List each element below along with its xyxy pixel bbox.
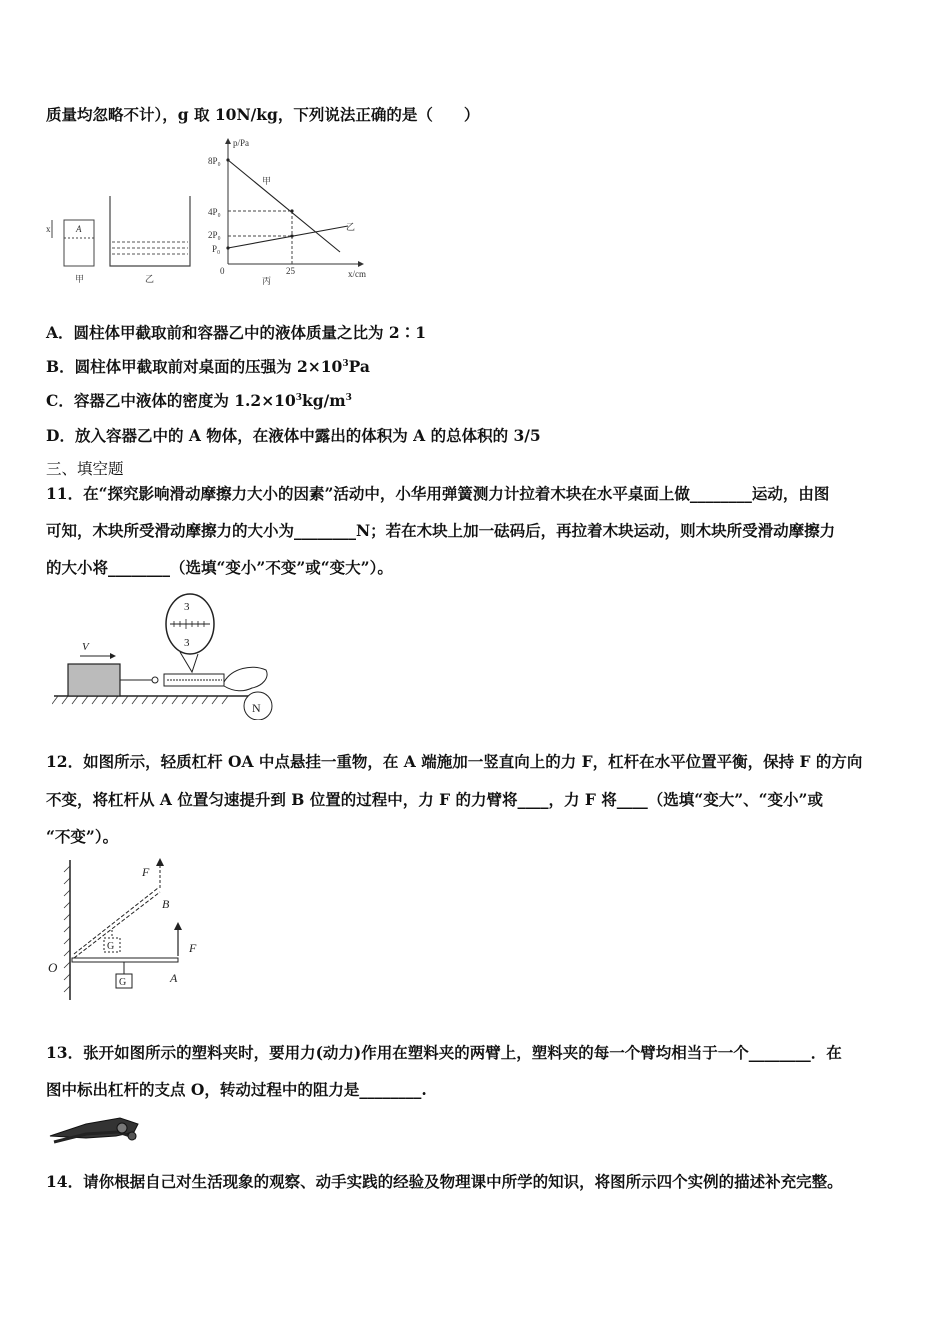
tick-2p: 2P₀ — [208, 230, 221, 240]
force-f-right-label: F — [189, 941, 197, 955]
q10-figure — [40, 132, 380, 292]
q10-intro: 质量均忽略不计），g 取 10N/kg，下列说法正确的是（ ） — [46, 105, 480, 124]
force-f-top-label: F — [142, 865, 150, 879]
q13-line2: 图中标出杠杆的支点 O，转动过程中的阻力是________. — [46, 1080, 427, 1099]
q12-line1: 12．如图所示，轻质杠杆 OA 中点悬挂一重物，在 A 端施加一竖直向上的力 F，杠杆在水平位置平衡，保持 F 的方向 — [46, 752, 863, 771]
hand — [224, 667, 267, 690]
line-yi — [228, 226, 348, 248]
q11-line2: 可知，木块所受滑动摩擦力的大小为________N；若在木块上加一砝码后，再拉着木块运动，则木块所受滑动摩擦力 — [46, 521, 836, 540]
option-b-text: B．圆柱体甲截取前对桌面的压强为 2×10 — [46, 357, 343, 376]
option-d: D．放入容器乙中的 A 物体，在液体中露出的体积为 A 的总体积的 3/5 — [46, 426, 541, 445]
option-c-exp: 3 — [295, 392, 303, 403]
q12-line3: “不变”）。 — [46, 827, 119, 846]
origin-label: 0 — [220, 266, 225, 276]
q13-figure — [46, 1108, 146, 1148]
option-b-unit: Pa — [348, 357, 370, 376]
option-a: A．圆柱体甲截取前和容器乙中的液体质量之比为 2∶1 — [46, 323, 426, 342]
wood-block — [68, 664, 120, 696]
pivot-o-label: O — [48, 960, 58, 975]
q11-figure — [52, 588, 282, 720]
option-b — [46, 355, 370, 377]
section-title: 三、填空题 — [46, 460, 124, 478]
y-axis-label: p/Pa — [233, 138, 250, 148]
q11-line1: 11．在“探究影响滑动摩擦力大小的因素”活动中，小华用弹簧测力计拉着木块在水平桌面上做________运动，由图 — [46, 484, 830, 503]
weight-g2-label: G — [119, 977, 127, 988]
label-bing: 丙 — [262, 276, 272, 286]
q11-line3: 的大小将________（选填“变小”不变”或“变大”）。 — [46, 558, 393, 577]
tick-8p: 8P₀ — [208, 156, 221, 166]
scale-3-top: 3 — [184, 601, 190, 613]
velocity-label: V — [82, 641, 89, 653]
tick-25: 25 — [286, 266, 295, 276]
point-a-label: A — [170, 971, 178, 985]
label-jia: 甲 — [75, 274, 85, 284]
line-jia-label: 甲 — [262, 176, 272, 186]
scale-3-bottom: 3 — [184, 637, 190, 649]
option-c — [46, 389, 352, 411]
lever-horizontal — [72, 958, 178, 962]
tick-4p: 4P₀ — [208, 207, 221, 217]
dim-x-label: x — [46, 224, 51, 234]
q13-line1: 13．张开如图所示的塑料夹时，要用力(动力)作用在塑料夹的两臂上，塑料夹的每一个臂均相当于一个________．在 — [46, 1043, 842, 1062]
line-yi-label: 乙 — [346, 222, 356, 232]
tick-p: P₀ — [212, 244, 221, 254]
q12-line2: 不变，将杠杆从 A 位置匀速提升到 B 位置的过程中，力 F 的力臂将____，力 F 将____（选填“变大”、“变小”或 — [46, 790, 823, 809]
label-yi: 乙 — [145, 274, 155, 284]
q12-figure — [44, 854, 214, 1004]
newton-label: N — [252, 701, 261, 715]
option-c-text: C．容器乙中液体的密度为 1.2×10 — [46, 391, 296, 410]
option-b-exp: 3 — [342, 358, 349, 369]
x-axis-label: x/cm — [348, 269, 366, 279]
option-c-exp2: 3 — [345, 392, 352, 403]
block-a-label: A — [76, 224, 82, 234]
container-yi — [110, 196, 190, 266]
option-c-unit: kg/m — [302, 391, 346, 410]
weight-g1-label: G — [107, 941, 115, 952]
q14-line1: 14．请你根据自己对生活现象的观察、动手实践的经验及物理课中所学的知识，将图所示四个实例的描述补充完整。 — [46, 1172, 843, 1191]
point-b-label: B — [162, 897, 170, 911]
